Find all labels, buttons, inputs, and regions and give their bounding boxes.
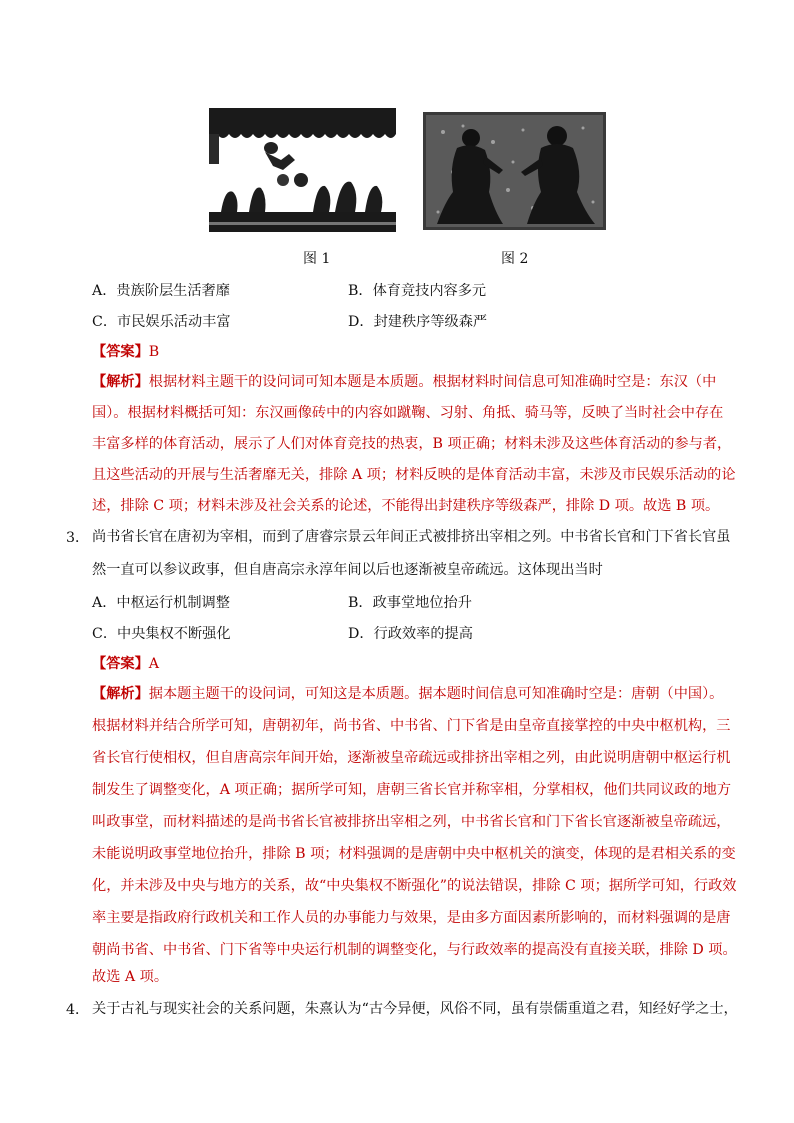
q2-option-a: A．贵族阶层生活奢靡	[92, 283, 230, 299]
q3-explanation-line-5: 叫政事堂，而材料描述的是尚书省长官被排挤出宰相之列，中书省长官和门下省长官逐渐被皇帝疏远，	[92, 814, 731, 830]
figure-2-caption: 图 2	[501, 251, 529, 267]
q3-explanation-line-8: 率主要是指政府行政机关和工作人员的办事能力与效果，是由多方面因素所影响的，而材料强调的是唐	[92, 910, 731, 926]
q3-answer	[92, 654, 159, 674]
q2-explanation-line-5: 述，排除 C 项；材料未涉及社会关系的论述，不能得出封建秩序等级森严，排除 D 项。故选 B 项。	[92, 498, 720, 514]
q2-answer	[92, 342, 159, 362]
figure-2-rubbing	[423, 112, 606, 230]
q2-explanation-line-1	[92, 372, 716, 392]
figure-1-caption: 图 1	[303, 251, 331, 267]
q2-option-d: D．封建秩序等级森严	[348, 314, 488, 330]
q2-explanation-line-2: 国）。根据材料概括可知：东汉画像砖中的内容如蹴鞠、习射、角抵、骑马等，反映了当时社会中存在	[92, 405, 724, 421]
q3-explanation-line-4: 制发生了调整变化，A 项正确；据所学可知，唐朝三省长官并称宰相，分掌相权，他们共同议政的地方	[92, 782, 732, 798]
q2-explanation-line-4: 且这些活动的开展与生活奢靡无关，排除 A 项；材料反映的是体育活动丰富，未涉及市民娱乐活动的论	[92, 467, 736, 483]
q3-explanation-line-3: 省长官行使相权，但自唐高宗年间开始，逐渐被皇帝疏远或排挤出宰相之列，由此说明唐朝中枢运行机	[92, 750, 731, 766]
q4-stem-line-1: 关于古礼与现实社会的关系问题，朱熹认为“古今异便，风俗不同，虽有崇儒重道之君，知经好学之士，	[92, 1001, 738, 1017]
q3-option-c: C．中央集权不断强化	[92, 626, 231, 642]
q2-explanation-line-3: 丰富多样的体育活动，展示了人们对体育竞技的热衷，B 项正确；材料未涉及这些体育活动的参与者，	[92, 436, 732, 452]
figure-1-image	[209, 108, 396, 232]
q3-explanation-line-2: 根据材料并结合所学可知，唐朝初年，尚书省、中书省、门下省是由皇帝直接掌控的中央中枢机构，三	[92, 718, 731, 734]
q2-explanation-text: 根据材料主题干的设问词可知本题是本质题。根据材料时间信息可知准确时空是：东汉（中	[148, 374, 717, 390]
q2-answer-value: B	[148, 344, 160, 360]
q3-explanation-line-9: 朝尚书省、中书省、门下省等中央运行机制的调整变化，与行政效率的提高没有直接关联，排除 D 项。	[92, 942, 737, 958]
q3-explanation-line-7: 化，并未涉及中央与地方的关系，故“中央集权不断强化”的说法错误，排除 C 项；据所学可知，行政效	[92, 878, 737, 894]
q2-explanation-label: 【解析】	[92, 374, 149, 390]
q3-explanation-text: 据本题主题干的设问词，可知这是本质题。据本题时间信息可知准确时空是：唐朝（中国）。	[148, 686, 724, 702]
q3-explanation-line-10: 故选 A 项。	[92, 969, 169, 985]
q3-option-b: B．政事堂地位抬升	[348, 595, 472, 611]
q3-answer-label: 【答案】	[92, 656, 149, 672]
q3-explanation-line-6: 未能说明政事堂地位抬升，排除 B 项；材料强调的是唐朝中央中枢机关的演变，体现的是君相关系的变	[92, 846, 736, 862]
q3-option-a: A．中枢运行机制调整	[92, 595, 230, 611]
q3-stem-line-1: 尚书省长官在唐初为宰相，而到了唐睿宗景云年间正式被排挤出宰相之列。中书省长官和门下省长官虽	[92, 529, 731, 545]
q3-explanation-line-1	[92, 684, 723, 704]
q2-option-c: C．市民娱乐活动丰富	[92, 314, 231, 330]
figure-2-image	[423, 112, 606, 230]
figure-1-rubbing	[209, 108, 396, 232]
q2-option-b: B．体育竞技内容多元	[348, 283, 487, 299]
q4-number: 4．	[66, 1002, 90, 1018]
q2-answer-label: 【答案】	[92, 344, 149, 360]
q3-number: 3．	[66, 530, 90, 546]
q3-explanation-label: 【解析】	[92, 686, 149, 702]
q3-stem-line-2: 然一直可以参议政事，但自唐高宗永淳年间以后也逐渐被皇帝疏远。这体现出当时	[92, 562, 603, 578]
q3-answer-value: A	[148, 656, 160, 672]
q3-option-d: D．行政效率的提高	[348, 626, 473, 642]
